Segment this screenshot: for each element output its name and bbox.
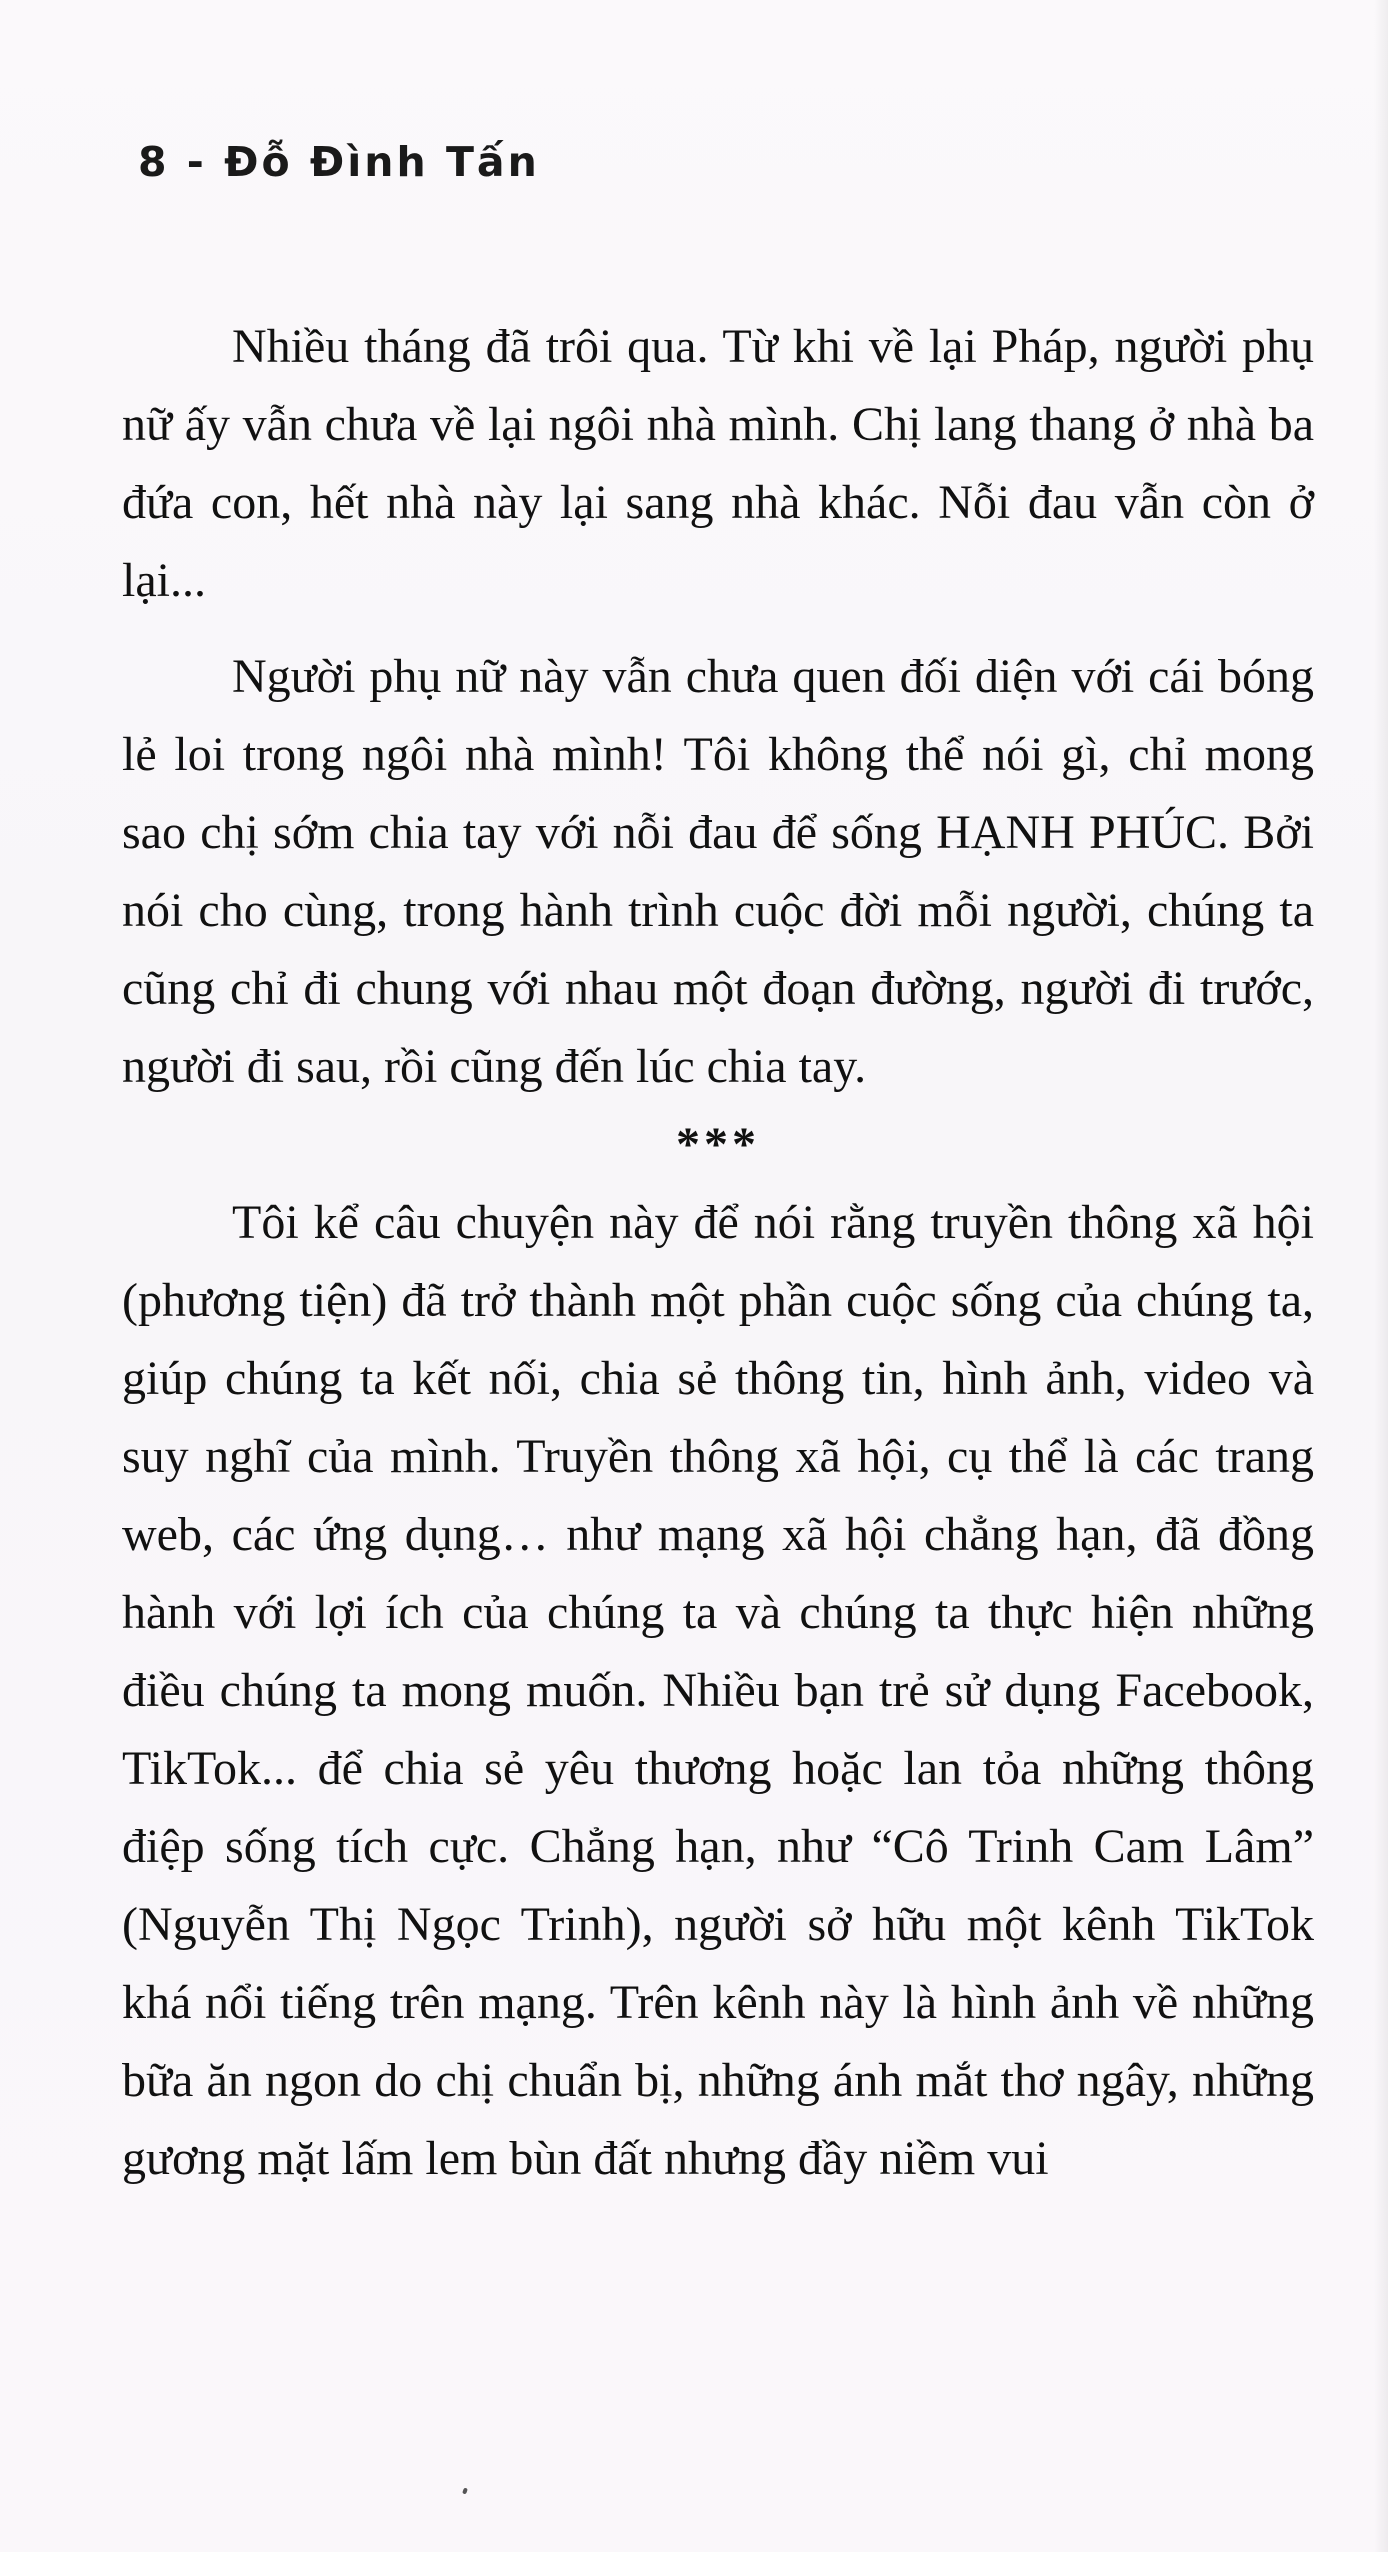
page-edge-shadow — [1374, 0, 1388, 2552]
page-body — [122, 308, 1314, 2198]
section-separator: *** — [676, 1118, 760, 1171]
paragraph-1: Nhiều tháng đã trôi qua. Từ khi về lại Pháp, người phụ nữ ấy vẫn chưa về lại ngôi nhà mình. Chị lang thang ở nhà ba đứa con, hết nhà này lại sang nhà khác. Nỗi đau vẫn còn ở lại... — [122, 320, 1314, 607]
paragraph-3: Tôi kể câu chuyện này để nói rằng truyền thông xã hội (phương tiện) đã trở thành một phần cuộc sống của chúng ta, giúp chúng ta kết nối, chia sẻ thông tin, hình ảnh, video và suy nghĩ của mình. Truyền thông xã hội, cụ thể là các trang web, các ứng dụng… như mạng xã hội chẳng hạn, đã đồng hành với lợi ích của chúng ta và chúng ta thực hiện những điều chúng ta mong muốn. Nhiều bạn trẻ sử dụng Facebook, TikTok... để chia sẻ yêu thương hoặc lan tỏa những thông điệp sống tích cực. Chẳng hạn, như “Cô Trinh Cam Lâm” (Nguyễn Thị Ngọc Trinh), người sở hữu một kênh TikTok khá nổi tiếng trên mạng. Trên kênh này là hình ảnh về những bữa ăn ngon do chị chuẩn bị, những ánh mắt thơ ngây, những gương mặt lấm lem bùn đất nhưng đầy niềm vui — [122, 1196, 1314, 2185]
paragraph-2: Người phụ nữ này vẫn chưa quen đối diện với cái bóng lẻ loi trong ngôi nhà mình! Tôi không thể nói gì, chỉ mong sao chị sớm chia tay với nỗi đau để sống HẠNH PHÚC. Bởi nói cho cùng, trong hành trình cuộc đời mỗi người, chúng ta cũng chỉ đi chung với nhau một đoạn đường, người đi trước, người đi sau, rồi cũng đến lúc chia tay. — [122, 650, 1314, 1093]
ink-speck — [462, 2487, 468, 2494]
running-head: 8 - Đỗ Đình Tấn — [138, 138, 540, 186]
